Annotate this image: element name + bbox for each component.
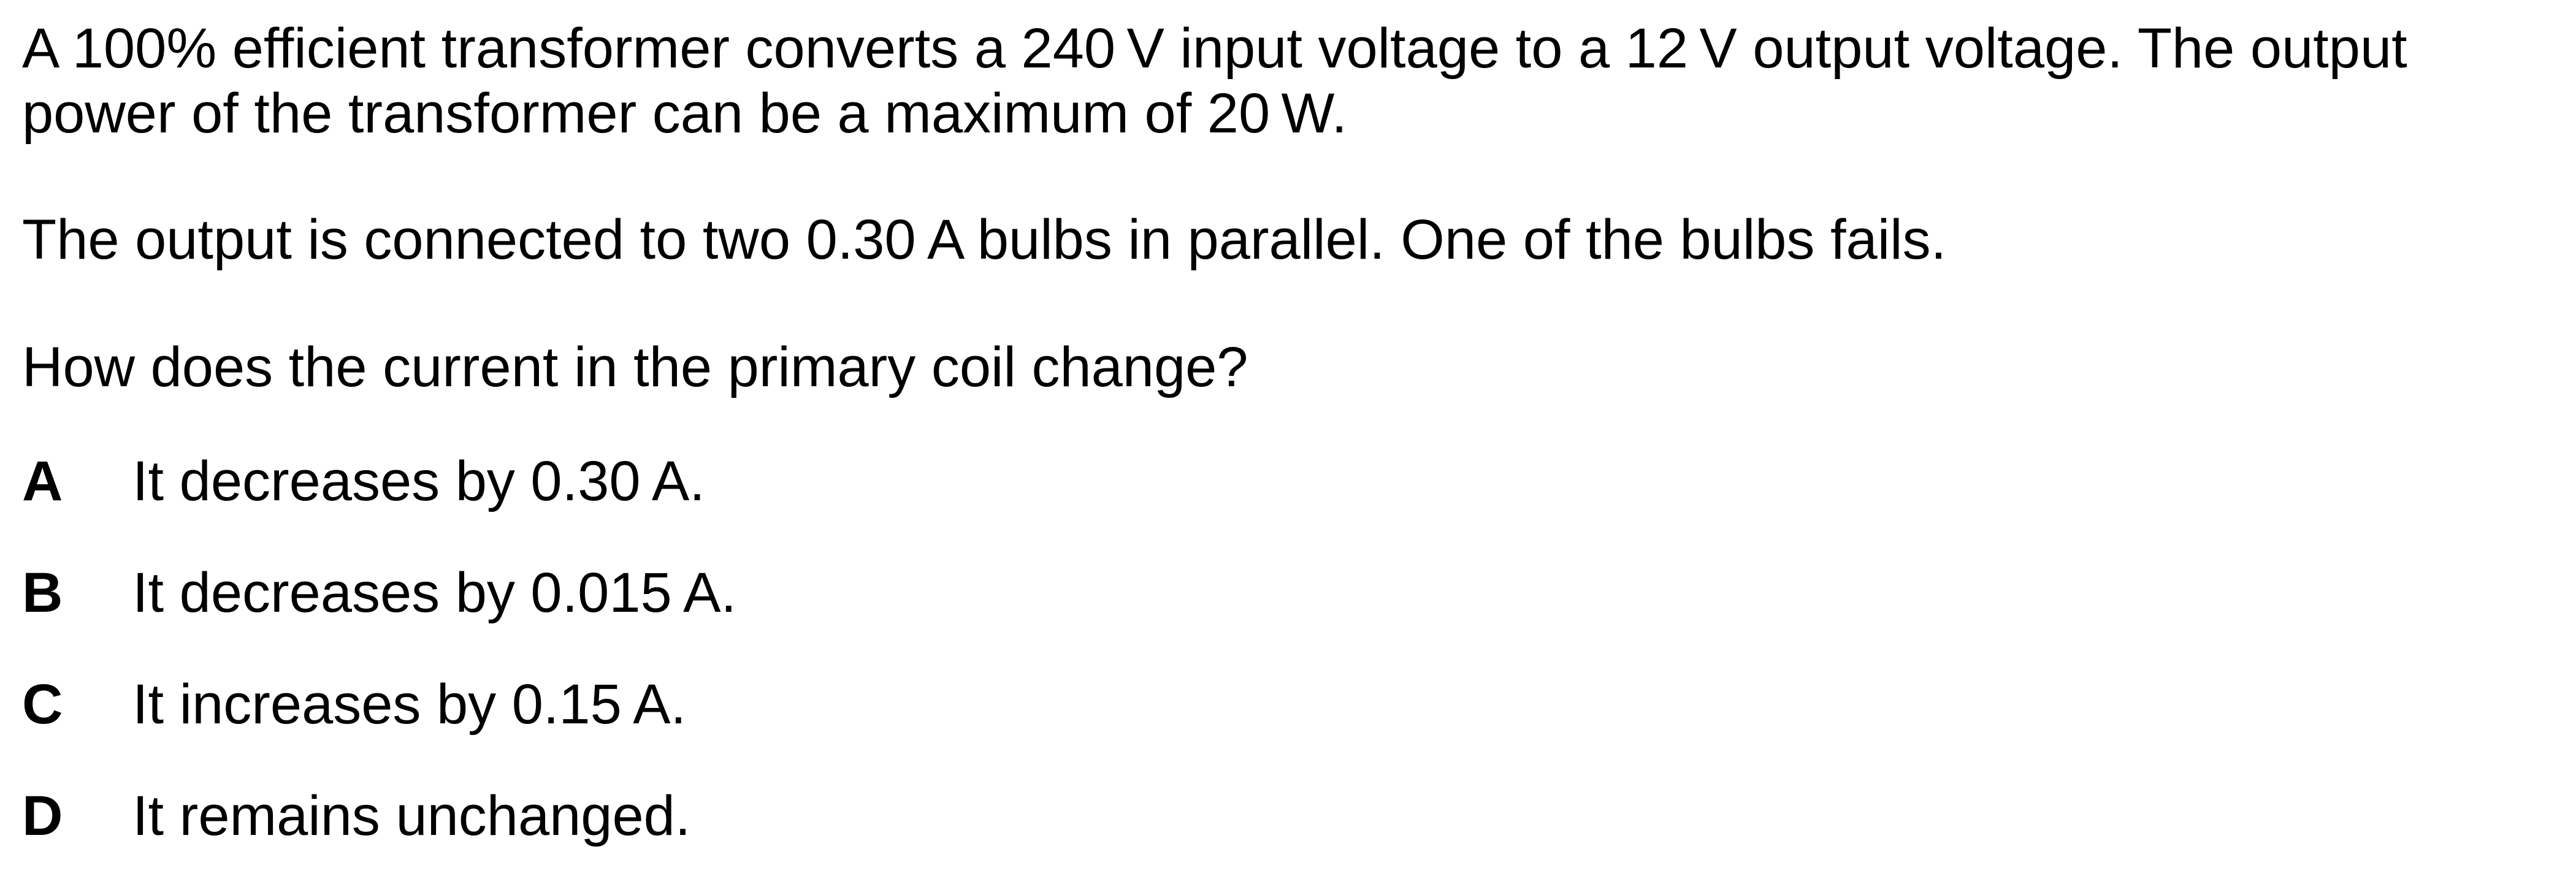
- option-b-letter: B: [22, 562, 63, 624]
- option-a[interactable]: [22, 449, 2548, 514]
- intro-line-1: A 100% efficient transformer converts a 240 V input voltage to a 12 V output voltage. The output: [22, 17, 2407, 80]
- option-d-text: It remains unchanged.: [132, 785, 691, 847]
- option-d-letter: D: [22, 785, 63, 847]
- question-document: [22, 16, 2548, 895]
- option-a-text: It decreases by 0.30 A.: [132, 450, 705, 512]
- option-c-letter: C: [22, 673, 63, 736]
- option-c[interactable]: [22, 672, 2548, 737]
- question-bulbs-statement: The output is connected to two 0.30 A bulbs in parallel. One of the bulbs fails.: [22, 208, 1947, 271]
- intro-line-2: power of the transformer can be a maximum of 20 W.: [22, 82, 1347, 145]
- question-prompt: How does the current in the primary coil change?: [22, 336, 1248, 398]
- question-intro: [22, 16, 2548, 146]
- option-d[interactable]: [22, 783, 2548, 848]
- option-b[interactable]: [22, 560, 2548, 625]
- option-c-text: It increases by 0.15 A.: [132, 673, 687, 736]
- option-b-text: It decreases by 0.015 A.: [132, 562, 737, 624]
- option-a-letter: A: [22, 450, 63, 512]
